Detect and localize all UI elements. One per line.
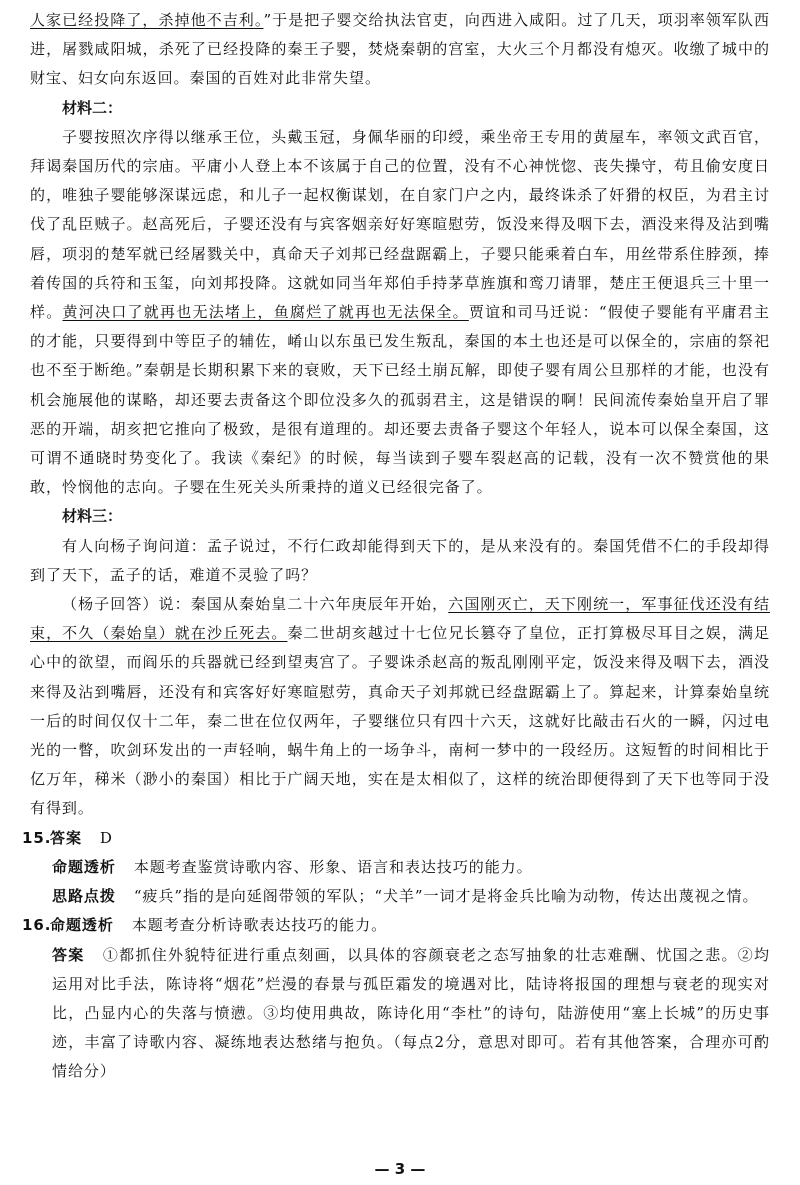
paragraph-intro (30, 6, 770, 94)
question-15-analysis-row (30, 853, 770, 882)
material-two-text-a: 子婴按照次序得以继承王位，头戴玉冠，身佩华丽的印绶，乘坐帝王专用的黄屋车，率领文武百官，拜谒秦国历代的宗庙。平庸小人登上本不该属于自己的位置，没有不心神恍惚、丧失操守，苟且偷安度日的，唯独子婴能够深谋远虑，和儿子一起权衡谋划，在自家门户之内，最终诛杀了奸猾的权臣，为君主讨伐了乱臣贼子。赵高死后，子婴还没有与宾客姻亲好好寒暄慰劳，饭没来得及咽下去，酒没来得及沾到嘴唇，项羽的楚军就已经屠戮关中，真命天子刘邦已经盘踞霸上，子婴只能乘着白车，用丝带系住脖颈，捧着传国的兵符和玉玺，向刘邦投降。这就如同当年郑伯手持茅草旌旗和鸾刀请罪，楚庄王便退兵三十里一样。 (30, 127, 770, 322)
answer-label: 答案 (52, 945, 85, 964)
page-number: — 3 — (374, 1160, 426, 1178)
analysis-text: 本题考查分析诗歌表达技巧的能力。 (131, 916, 388, 935)
material-three-underlined: 六国刚灭亡，天下刚统一，军事征伐还没有结束，不久（秦始皇）就在沙丘死去。 (30, 595, 770, 643)
answer-value: D (99, 828, 113, 847)
answer-text: ①都抓住外貌特征进行重点刻画，以具体的容颜衰老之态写抽象的壮志难酬、忧国之悲。②均运用对比手法，陈诗将“烟花”烂漫的春景与孤臣霜发的境遇对比，陆诗将报国的理想与衰老的现实对比，凸显内心的失落与愤懑。③均使用典故，陈诗化用“李杜”的诗句，陆游使用“塞上长城”的历史事迹，丰富了诗歌内容、凝练地表达愁绪与抱负。（每点2分，意思对即可。若有其他答案，合理亦可酌情给分） (52, 945, 770, 1081)
hint-label: 思路点拨 (52, 887, 116, 906)
material-two-text-b: 贾谊和司马迁说：“假使子婴能有平庸君主的才能，只要得到中等臣子的辅佐，崤山以东虽已发生叛乱，秦国的本土也还是可以保全的，宗庙的祭祀也不至于断绝。”秦朝是长期积累下来的衰败，天下已经土崩瓦解，即使子婴有周公旦那样的才能，也没有机会施展他的谋略，却还要去责备这个即位没多久的孤弱君主，这是错误的啊！民间流传秦始皇开启了罪恶的开端，胡亥把它推向了极致，是很有道理的。却还要去责备子婴这个年轻人，说本可以保全秦国，这可谓不通晓时势变化了。我读《秦纪》的时候，每当读到子婴车裂赵高的记载，没有一次不赞赏他的果敢，怜悯他的志向。子婴在生死关头所秉持的道义已经很完备了。 (30, 303, 770, 497)
answer-label: 答案 (50, 828, 82, 847)
question-16-number: 16. (22, 916, 52, 935)
hint-text: “疲兵”指的是向延阁带领的军队；“犬羊”一词才是将金兵比喻为动物，传达出蔑视之情。 (133, 887, 759, 906)
material-three-heading: 材料三： (62, 507, 123, 526)
intro-text: ”于是把子婴交给执法官吏，向西进入咸阳。过了几天，项羽率领军队西进，屠戮咸阳城，杀死了已经投降的秦王子婴，焚烧秦朝的宫室，大火三个月都没有熄灭。收缴了城中的财宝、妇女向东返回。秦国的百姓对此非常失望。 (30, 11, 770, 88)
material-three-answer-rest: 秦二世胡亥越过十七位兄长篡夺了皇位，正打算极尽耳目之娱，满足心中的欲望，而阎乐的兵器就已经到望夷宫了。子婴诛杀赵高的叛乱刚刚平定，饭没来得及咽下去，酒没来得及沾到嘴唇，还没有和宾客好好寒暄慰劳，真命天子刘邦就已经盘踞霸上了。算起来，计算秦始皇统一后的时间仅仅十二年，秦二世在位仅两年，子婴继位只有四十六天，这就好比敲击石火的一瞬，闪过电光的一瞥，吹剑环发出的一声轻响，蜗牛角上的一场争斗，南柯一梦中的一段经历。这短暂的时间相比于亿万年，稊米（渺小的秦国）相比于广阔天地，实在是太相似了，这样的统治即便得到了天下也等同于没有得到。 (30, 624, 770, 818)
analysis-label: 命题透析 (52, 857, 116, 876)
material-two-paragraph (30, 123, 770, 503)
analysis-text: 本题考查鉴赏诗歌内容、形象、语言和表达技巧的能力。 (133, 857, 533, 876)
underlined-quote: 人家已经投降了，杀掉他不吉利。 (30, 11, 264, 29)
material-three-answer (30, 590, 770, 824)
question-16-answer-row (30, 941, 770, 1087)
material-three-answer-pre: （杨子回答）说：秦国从秦始皇二十六年庚辰年开始， (62, 595, 449, 614)
question-15-hint-row (30, 882, 770, 911)
analysis-label: 命题透析 (50, 916, 114, 935)
material-two-heading: 材料二： (62, 98, 123, 117)
question-15-number: 15. (22, 828, 52, 847)
question-15-answer-row (22, 824, 770, 853)
material-three-question: 有人向杨子询问道：孟子说过，不行仁政却能得到天下的，是从来没有的。秦国凭借不仁的手段却得到了天下，孟子的话，难道不灵验了吗？ (30, 536, 770, 584)
question-16-analysis-row (22, 911, 770, 940)
material-two-underlined: 黄河决口了就再也无法堵上，鱼腐烂了就再也无法保全。 (62, 303, 469, 322)
